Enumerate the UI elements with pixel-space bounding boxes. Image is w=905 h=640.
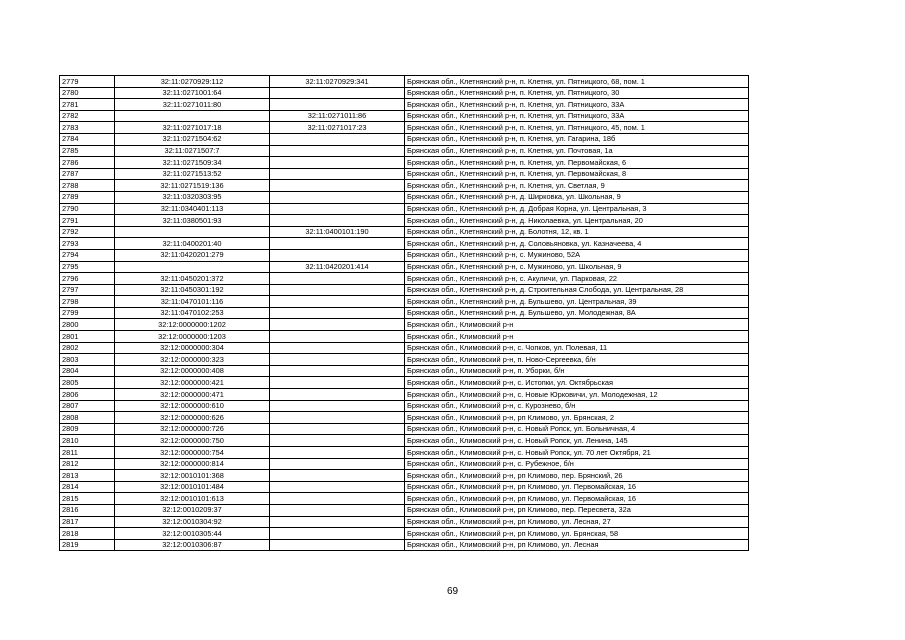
row-number-cell: 2787 [60,168,115,180]
table-row [60,133,749,145]
building-cadastral-number-cell [270,528,405,540]
row-number-cell: 2811 [60,447,115,459]
table-row [60,238,749,250]
address-cell: Брянская обл., Климовский р-н, с. Новые Юрковичи, ул. Молодежная, 12 [405,389,749,401]
building-cadastral-number-cell [270,307,405,319]
row-number-cell: 2815 [60,493,115,505]
row-number-cell: 2802 [60,342,115,354]
land-cadastral-number-cell: 32:12:0000000:408 [115,365,270,377]
table-row [60,180,749,192]
land-cadastral-number-cell: 32:11:0380501:93 [115,215,270,227]
building-cadastral-number-cell: 32:11:0270929:341 [270,76,405,88]
land-cadastral-number-cell: 32:12:0000000:421 [115,377,270,389]
land-cadastral-number-cell: 32:12:0000000:814 [115,458,270,470]
address-cell: Брянская обл., Климовский р-н, рп Климово, пер. Брянский, 26 [405,470,749,482]
table-row [60,284,749,296]
building-cadastral-number-cell [270,87,405,99]
address-cell: Брянская обл., Климовский р-н, с. Новый Ропск, ул. 70 лет Октября, 21 [405,447,749,459]
row-number-cell: 2816 [60,504,115,516]
address-cell: Брянская обл., Клетнянский р-н, п. Клетня, ул. Первомайская, 6 [405,157,749,169]
table-row [60,157,749,169]
building-cadastral-number-cell [270,238,405,250]
table-row [60,191,749,203]
table-row [60,319,749,331]
row-number-cell: 2799 [60,307,115,319]
row-number-cell: 2793 [60,238,115,250]
row-number-cell: 2798 [60,296,115,308]
table-row [60,203,749,215]
row-number-cell: 2805 [60,377,115,389]
land-cadastral-number-cell: 32:11:0271001:64 [115,87,270,99]
land-cadastral-number-cell: 32:11:0271513:52 [115,168,270,180]
table-row [60,435,749,447]
row-number-cell: 2794 [60,249,115,261]
address-cell: Брянская обл., Клетнянский р-н, п. Клетня, ул. Пятницкого, 68, пом. 1 [405,76,749,88]
land-cadastral-number-cell: 32:11:0271507:7 [115,145,270,157]
address-cell: Брянская обл., Клетнянский р-н, с. Акуличи, ул. Парковая, 22 [405,273,749,285]
table-row [60,412,749,424]
address-cell: Брянская обл., Клетнянский р-н, д. Ширковка, ул. Школьная, 9 [405,191,749,203]
table-row [60,168,749,180]
row-number-cell: 2813 [60,470,115,482]
table-row [60,447,749,459]
building-cadastral-number-cell: 32:11:0271011:86 [270,110,405,122]
row-number-cell: 2808 [60,412,115,424]
address-cell: Брянская обл., Клетнянский р-н, п. Клетня, ул. Пятницкого, 30 [405,87,749,99]
row-number-cell: 2814 [60,481,115,493]
address-cell: Брянская обл., Климовский р-н, с. Курознево, б/н [405,400,749,412]
land-cadastral-number-cell: 32:11:0450201:372 [115,273,270,285]
land-cadastral-number-cell: 32:11:0420201:279 [115,249,270,261]
building-cadastral-number-cell [270,504,405,516]
building-cadastral-number-cell [270,493,405,505]
row-number-cell: 2784 [60,133,115,145]
address-cell: Брянская обл., Климовский р-н [405,319,749,331]
address-cell: Брянская обл., Клетнянский р-н, д. Соловьяновка, ул. Казначеева, 4 [405,238,749,250]
table-row [60,400,749,412]
address-cell: Брянская обл., Клетнянский р-н, с. Мужиново, ул. Школьная, 9 [405,261,749,273]
land-cadastral-number-cell: 32:11:0340401:113 [115,203,270,215]
table-row [60,110,749,122]
land-cadastral-number-cell: 32:11:0271519:136 [115,180,270,192]
land-cadastral-number-cell: 32:12:0000000:726 [115,423,270,435]
building-cadastral-number-cell [270,516,405,528]
table-row [60,342,749,354]
row-number-cell: 2803 [60,354,115,366]
land-cadastral-number-cell: 32:12:0010101:613 [115,493,270,505]
row-number-cell: 2806 [60,389,115,401]
land-cadastral-number-cell: 32:11:0271017:18 [115,122,270,134]
address-cell: Брянская обл., Климовский р-н, с. Новый Ропск, ул. Ленина, 145 [405,435,749,447]
address-cell: Брянская обл., Клетнянский р-н, с. Мужиново, 52А [405,249,749,261]
row-number-cell: 2810 [60,435,115,447]
land-cadastral-number-cell: 32:12:0010101:368 [115,470,270,482]
table-row [60,87,749,99]
building-cadastral-number-cell [270,331,405,343]
table-row [60,539,749,551]
land-cadastral-number-cell: 32:12:0000000:471 [115,389,270,401]
building-cadastral-number-cell [270,296,405,308]
address-cell: Брянская обл., Климовский р-н, рп Климово, ул. Брянская, 2 [405,412,749,424]
row-number-cell: 2792 [60,226,115,238]
address-cell: Брянская обл., Клетнянский р-н, д. Строительная Слобода, ул. Центральная, 28 [405,284,749,296]
land-cadastral-number-cell: 32:11:0400201:40 [115,238,270,250]
row-number-cell: 2797 [60,284,115,296]
building-cadastral-number-cell [270,168,405,180]
table-row [60,261,749,273]
land-cadastral-number-cell: 32:11:0320303:95 [115,191,270,203]
address-cell: Брянская обл., Клетнянский р-н, п. Клетня, ул. Первомайская, 8 [405,168,749,180]
table-row [60,249,749,261]
row-number-cell: 2800 [60,319,115,331]
land-cadastral-number-cell: 32:12:0000000:1202 [115,319,270,331]
land-cadastral-number-cell: 32:12:0010209:37 [115,504,270,516]
row-number-cell: 2786 [60,157,115,169]
address-cell: Брянская обл., Клетнянский р-н, д. Бульшево, ул. Молодежная, 8А [405,307,749,319]
land-cadastral-number-cell [115,226,270,238]
building-cadastral-number-cell [270,365,405,377]
table-row [60,296,749,308]
table-row [60,273,749,285]
table-row [60,528,749,540]
table-row [60,76,749,88]
table-row [60,423,749,435]
row-number-cell: 2809 [60,423,115,435]
address-cell: Брянская обл., Клетнянский р-н, п. Клетня, ул. Почтовая, 1а [405,145,749,157]
building-cadastral-number-cell [270,377,405,389]
building-cadastral-number-cell [270,145,405,157]
land-cadastral-number-cell: 32:12:0000000:304 [115,342,270,354]
building-cadastral-number-cell [270,481,405,493]
table-row [60,307,749,319]
land-cadastral-number-cell [115,110,270,122]
table-row [60,215,749,227]
address-cell: Брянская обл., Климовский р-н, с. Рубежное, б/н [405,458,749,470]
land-cadastral-number-cell: 32:12:0000000:1203 [115,331,270,343]
row-number-cell: 2781 [60,99,115,111]
building-cadastral-number-cell [270,157,405,169]
address-cell: Брянская обл., Клетнянский р-н, п. Клетня, ул. Пятницкого, 33А [405,110,749,122]
property-register-table [59,75,749,551]
land-cadastral-number-cell: 32:12:0010304:92 [115,516,270,528]
building-cadastral-number-cell [270,470,405,482]
land-cadastral-number-cell: 32:12:0010101:484 [115,481,270,493]
land-cadastral-number-cell: 32:12:0000000:754 [115,447,270,459]
address-cell: Брянская обл., Клетнянский р-н, д. Николаевка, ул. Центральная, 20 [405,215,749,227]
land-cadastral-number-cell: 32:11:0271509:34 [115,157,270,169]
address-cell: Брянская обл., Климовский р-н, п. Уборки, б/н [405,365,749,377]
table-row [60,331,749,343]
row-number-cell: 2780 [60,87,115,99]
address-cell: Брянская обл., Климовский р-н, рп Климово, ул. Брянская, 58 [405,528,749,540]
land-cadastral-number-cell: 32:11:0470102:253 [115,307,270,319]
row-number-cell: 2796 [60,273,115,285]
table-row [60,493,749,505]
land-cadastral-number-cell: 32:11:0271504:62 [115,133,270,145]
table-row [60,504,749,516]
land-cadastral-number-cell: 32:12:0010306:87 [115,539,270,551]
table-row [60,122,749,134]
table-row [60,226,749,238]
building-cadastral-number-cell [270,447,405,459]
building-cadastral-number-cell [270,539,405,551]
address-cell: Брянская обл., Климовский р-н, с. Чопков, ул. Полевая, 11 [405,342,749,354]
row-number-cell: 2789 [60,191,115,203]
table-row [60,145,749,157]
building-cadastral-number-cell [270,249,405,261]
building-cadastral-number-cell [270,400,405,412]
address-cell: Брянская обл., Климовский р-н, с. Истопки, ул. Октябрьская [405,377,749,389]
address-cell: Брянская обл., Климовский р-н, рп Климово, ул. Первомайская, 16 [405,493,749,505]
address-cell: Брянская обл., Клетнянский р-н, д. Болотня, 12, кв. 1 [405,226,749,238]
building-cadastral-number-cell [270,180,405,192]
building-cadastral-number-cell: 32:11:0271017:23 [270,122,405,134]
building-cadastral-number-cell [270,342,405,354]
row-number-cell: 2790 [60,203,115,215]
building-cadastral-number-cell [270,133,405,145]
land-cadastral-number-cell: 32:11:0270929:112 [115,76,270,88]
row-number-cell: 2788 [60,180,115,192]
address-cell: Брянская обл., Клетнянский р-н, п. Клетня, ул. Пятницкого, 45, пом. 1 [405,122,749,134]
building-cadastral-number-cell: 32:11:0400101:190 [270,226,405,238]
table-row [60,481,749,493]
row-number-cell: 2819 [60,539,115,551]
building-cadastral-number-cell [270,191,405,203]
row-number-cell: 2785 [60,145,115,157]
building-cadastral-number-cell [270,354,405,366]
row-number-cell: 2783 [60,122,115,134]
building-cadastral-number-cell [270,412,405,424]
land-cadastral-number-cell: 32:11:0450301:192 [115,284,270,296]
land-cadastral-number-cell: 32:11:0470101:116 [115,296,270,308]
building-cadastral-number-cell [270,273,405,285]
table-row [60,389,749,401]
building-cadastral-number-cell [270,435,405,447]
address-cell: Брянская обл., Клетнянский р-н, п. Клетня, ул. Гагарина, 18б [405,133,749,145]
building-cadastral-number-cell: 32:11:0420201:414 [270,261,405,273]
row-number-cell: 2791 [60,215,115,227]
address-cell: Брянская обл., Климовский р-н, рп Климово, ул. Лесная, 27 [405,516,749,528]
row-number-cell: 2801 [60,331,115,343]
land-cadastral-number-cell: 32:11:0271011:80 [115,99,270,111]
row-number-cell: 2812 [60,458,115,470]
table-row [60,365,749,377]
address-cell: Брянская обл., Климовский р-н, п. Ново-Сергеевка, б/н [405,354,749,366]
building-cadastral-number-cell [270,203,405,215]
building-cadastral-number-cell [270,319,405,331]
address-cell: Брянская обл., Климовский р-н [405,331,749,343]
building-cadastral-number-cell [270,423,405,435]
address-cell: Брянская обл., Климовский р-н, с. Новый Ропск, ул. Больничная, 4 [405,423,749,435]
building-cadastral-number-cell [270,99,405,111]
address-cell: Брянская обл., Климовский р-н, рп Климово, ул. Первомайская, 16 [405,481,749,493]
address-cell: Брянская обл., Клетнянский р-н, д. Добрая Корна, ул. Центральная, 3 [405,203,749,215]
land-cadastral-number-cell: 32:12:0000000:750 [115,435,270,447]
row-number-cell: 2779 [60,76,115,88]
land-cadastral-number-cell: 32:12:0000000:323 [115,354,270,366]
building-cadastral-number-cell [270,389,405,401]
land-cadastral-number-cell: 32:12:0000000:610 [115,400,270,412]
address-cell: Брянская обл., Клетнянский р-н, д. Бульшево, ул. Центральная, 39 [405,296,749,308]
row-number-cell: 2804 [60,365,115,377]
row-number-cell: 2782 [60,110,115,122]
table-row [60,516,749,528]
address-cell: Брянская обл., Клетнянский р-н, п. Клетня, ул. Пятницкого, 33А [405,99,749,111]
property-register-body [60,76,749,551]
land-cadastral-number-cell: 32:12:0000000:626 [115,412,270,424]
building-cadastral-number-cell [270,284,405,296]
land-cadastral-number-cell [115,261,270,273]
table-row [60,458,749,470]
row-number-cell: 2807 [60,400,115,412]
page-number: 69 [446,586,459,597]
row-number-cell: 2818 [60,528,115,540]
address-cell: Брянская обл., Климовский р-н, рп Климово, ул. Лесная [405,539,749,551]
table-row [60,354,749,366]
building-cadastral-number-cell [270,215,405,227]
table-row [60,99,749,111]
address-cell: Брянская обл., Климовский р-н, рп Климово, пер. Пересвета, 32а [405,504,749,516]
address-cell: Брянская обл., Клетнянский р-н, п. Клетня, ул. Светлая, 9 [405,180,749,192]
table-row [60,470,749,482]
land-cadastral-number-cell: 32:12:0010305:44 [115,528,270,540]
table-row [60,377,749,389]
row-number-cell: 2795 [60,261,115,273]
row-number-cell: 2817 [60,516,115,528]
building-cadastral-number-cell [270,458,405,470]
